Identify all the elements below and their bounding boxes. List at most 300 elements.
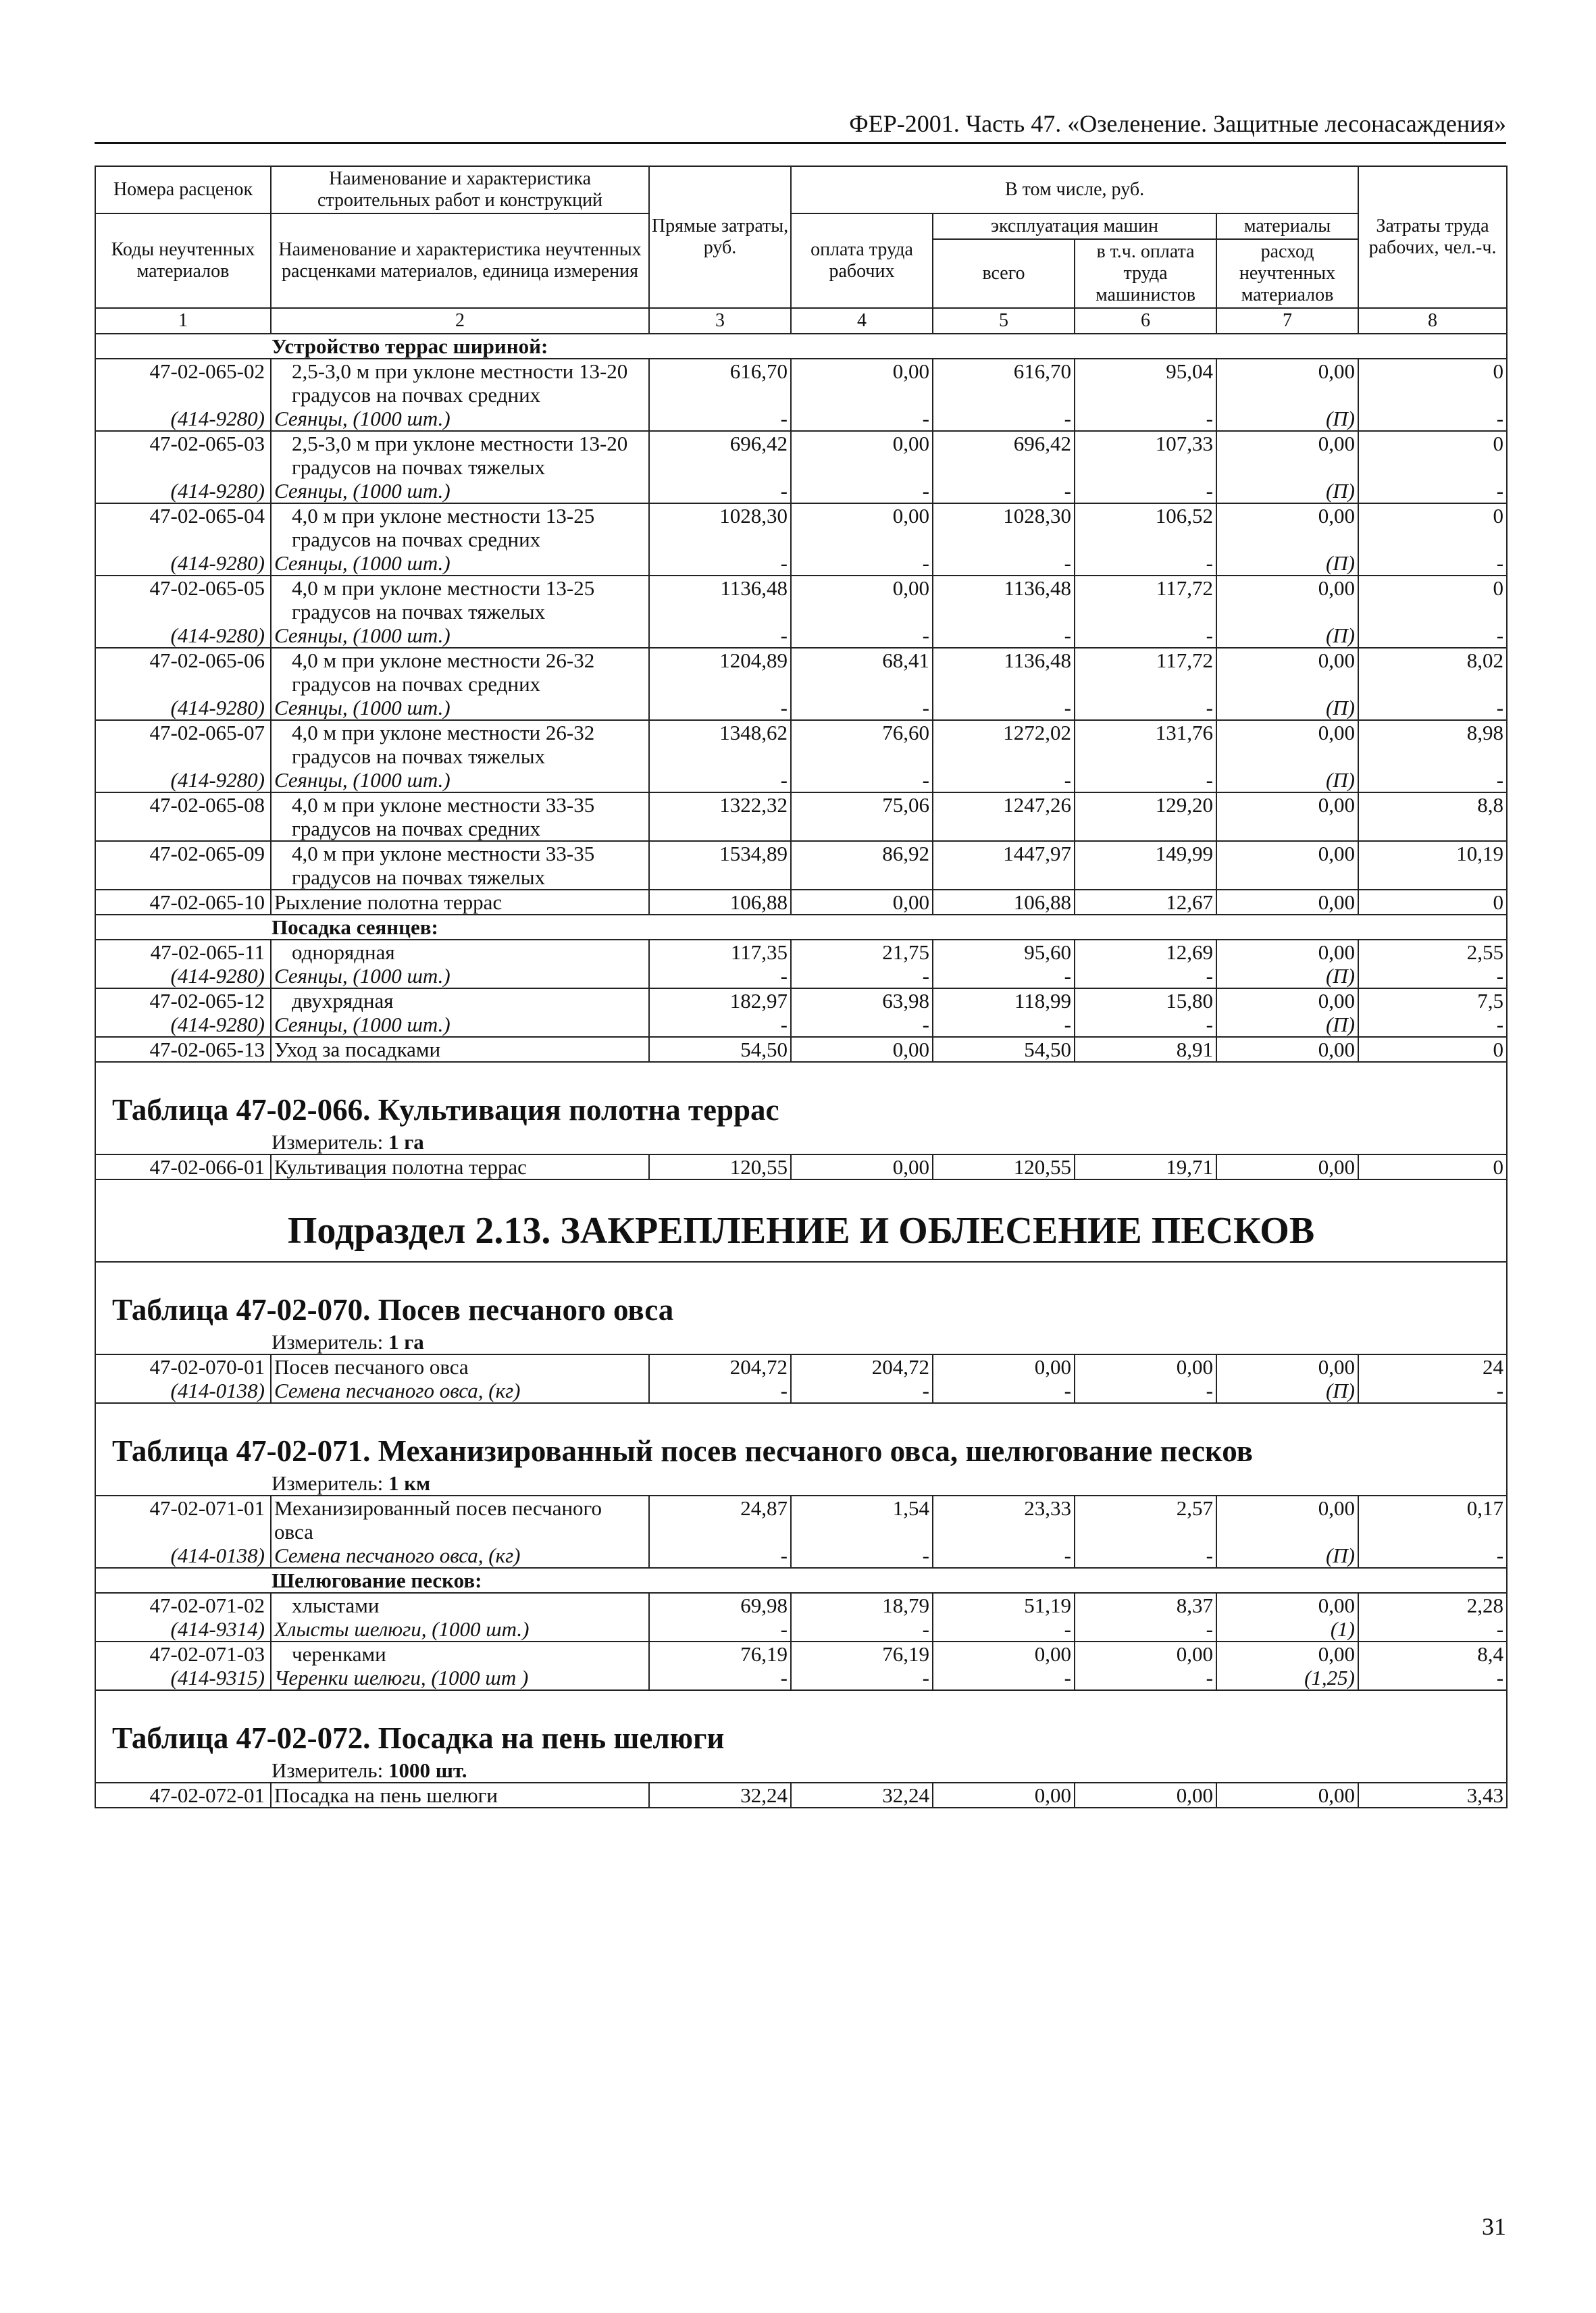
material-value: - xyxy=(791,1544,933,1568)
rate-code: 47-02-065-06 xyxy=(95,648,271,696)
value-cell: 616,70 xyxy=(649,359,791,407)
value-cell: 23,33 xyxy=(933,1496,1075,1544)
col2-bottom-header: Наименование и характеристика неучтенных расценками материалов, единица измерения xyxy=(271,213,649,308)
value-cell: 118,99 xyxy=(933,988,1075,1013)
material-value: (П) xyxy=(1216,551,1358,576)
table-row xyxy=(95,359,1507,407)
value-cell: 696,42 xyxy=(933,431,1075,479)
work-name: Культивация полотна террас xyxy=(271,1154,649,1179)
value-cell: 51,19 xyxy=(933,1593,1075,1617)
measure-unit-value: 1000 шт. xyxy=(388,1758,467,1782)
value-cell: 8,02 xyxy=(1358,648,1507,696)
material-value: - xyxy=(791,479,933,503)
value-cell: 0,00 xyxy=(791,1154,933,1179)
table-row xyxy=(95,1496,1507,1544)
value-cell: 0,00 xyxy=(1075,1783,1216,1808)
material-value: - xyxy=(1358,1666,1507,1690)
material-code: (414-9280) xyxy=(95,479,271,503)
value-cell: 32,24 xyxy=(649,1783,791,1808)
value-cell: 0,00 xyxy=(1216,503,1358,551)
rate-code: 47-02-065-13 xyxy=(95,1037,271,1062)
value-cell: 204,72 xyxy=(649,1354,791,1379)
value-cell: 1028,30 xyxy=(649,503,791,551)
column-number: 2 xyxy=(271,308,649,334)
material-value: - xyxy=(791,624,933,648)
section-title-row xyxy=(95,1179,1507,1262)
table-row xyxy=(95,431,1507,479)
value-cell: 19,71 xyxy=(1075,1154,1216,1179)
value-cell: 0,00 xyxy=(1216,1354,1358,1379)
col1-top-header: Номера расценок xyxy=(95,166,271,213)
material-value: - xyxy=(791,768,933,792)
col2-top-header: Наименование и характеристика строительных работ и конструкций xyxy=(271,166,649,213)
value-cell: 18,79 xyxy=(791,1593,933,1617)
value-cell: 204,72 xyxy=(791,1354,933,1379)
measure-unit-value: 1 км xyxy=(388,1471,431,1495)
work-name: Посев песчаного овса xyxy=(271,1354,649,1379)
material-value: - xyxy=(933,1379,1075,1403)
work-name: 4,0 м при уклоне местности 33-35 градусов на почвах тяжелых xyxy=(271,841,649,890)
value-cell: 0,00 xyxy=(933,1642,1075,1666)
table-row xyxy=(95,890,1507,915)
rate-code: 47-02-065-09 xyxy=(95,841,271,890)
value-cell: 1136,48 xyxy=(649,576,791,624)
material-value: - xyxy=(1358,1013,1507,1037)
rate-code: 47-02-065-03 xyxy=(95,431,271,479)
value-cell: 1136,48 xyxy=(933,576,1075,624)
material-name: Черенки шелюги, (1000 шт ) xyxy=(271,1666,649,1690)
value-cell: 75,06 xyxy=(791,792,933,841)
value-cell: 1028,30 xyxy=(933,503,1075,551)
header-rule xyxy=(95,142,1506,144)
material-value: - xyxy=(1075,1013,1216,1037)
work-name: Уход за посадками xyxy=(271,1037,649,1062)
material-row xyxy=(95,1617,1507,1642)
rate-code: 47-02-065-12 xyxy=(95,988,271,1013)
value-cell: 120,55 xyxy=(649,1154,791,1179)
value-cell: 76,19 xyxy=(791,1642,933,1666)
material-value: - xyxy=(1075,768,1216,792)
value-cell: 0,00 xyxy=(791,1037,933,1062)
page-number: 31 xyxy=(1482,2213,1506,2240)
value-cell: 696,42 xyxy=(649,431,791,479)
measure-unit xyxy=(95,1130,1507,1154)
material-value: - xyxy=(649,624,791,648)
value-cell: 1136,48 xyxy=(933,648,1075,696)
rate-code: 47-02-065-04 xyxy=(95,503,271,551)
material-value: - xyxy=(933,964,1075,988)
value-cell: 24 xyxy=(1358,1354,1507,1379)
material-value: (П) xyxy=(1216,964,1358,988)
material-value: - xyxy=(1075,1544,1216,1568)
material-value: - xyxy=(933,1617,1075,1642)
material-code: (414-9280) xyxy=(95,551,271,576)
material-code: (414-0138) xyxy=(95,1544,271,1568)
value-cell: 0,17 xyxy=(1358,1496,1507,1544)
measure-unit-row xyxy=(95,1330,1507,1354)
value-cell: 54,50 xyxy=(649,1037,791,1062)
value-cell: 131,76 xyxy=(1075,720,1216,768)
value-cell: 106,88 xyxy=(649,890,791,915)
column-number: 6 xyxy=(1075,308,1216,334)
value-cell: 0,00 xyxy=(1216,792,1358,841)
material-row xyxy=(95,964,1507,988)
material-value: (П) xyxy=(1216,768,1358,792)
measure-unit-row xyxy=(95,1130,1507,1154)
value-cell: 0 xyxy=(1358,359,1507,407)
work-name: 2,5-3,0 м при уклоне местности 13-20 градусов на почвах тяжелых xyxy=(271,431,649,479)
material-code: (414-9280) xyxy=(95,1013,271,1037)
value-cell: 24,87 xyxy=(649,1496,791,1544)
materials-use-header: расход неучтенных материалов xyxy=(1216,239,1358,308)
material-name: Сеянцы, (1000 шт.) xyxy=(271,407,649,431)
value-cell: 0,00 xyxy=(1216,1037,1358,1062)
value-cell: 616,70 xyxy=(933,359,1075,407)
value-cell: 0,00 xyxy=(791,576,933,624)
measure-unit-value: 1 га xyxy=(388,1330,424,1354)
material-row xyxy=(95,768,1507,792)
table-row xyxy=(95,1154,1507,1179)
value-cell: 63,98 xyxy=(791,988,933,1013)
material-value: - xyxy=(1358,479,1507,503)
value-cell: 0 xyxy=(1358,1037,1507,1062)
column-number: 8 xyxy=(1358,308,1507,334)
value-cell: 0,00 xyxy=(1216,576,1358,624)
value-cell: 0,00 xyxy=(1216,720,1358,768)
column-number: 3 xyxy=(649,308,791,334)
value-cell: 8,37 xyxy=(1075,1593,1216,1617)
col1-bottom-header: Коды неучтенных материалов xyxy=(95,213,271,308)
table-row xyxy=(95,1783,1507,1808)
material-value: (П) xyxy=(1216,1544,1358,1568)
material-value: - xyxy=(649,768,791,792)
material-value: - xyxy=(1358,1617,1507,1642)
material-value: - xyxy=(1075,1617,1216,1642)
table-title-row xyxy=(95,1403,1507,1471)
rate-code: 47-02-071-02 xyxy=(95,1593,271,1617)
rate-code: 47-02-065-11 xyxy=(95,940,271,964)
table-row xyxy=(95,720,1507,768)
value-cell: 86,92 xyxy=(791,841,933,890)
material-name: Сеянцы, (1000 шт.) xyxy=(271,768,649,792)
material-code: (414-9280) xyxy=(95,696,271,720)
material-name: Сеянцы, (1000 шт.) xyxy=(271,964,649,988)
column-number: 1 xyxy=(95,308,271,334)
value-cell: 95,60 xyxy=(933,940,1075,964)
machinists-pay-header: в т.ч. оплата труда машинистов xyxy=(1075,239,1216,308)
material-value: - xyxy=(933,1013,1075,1037)
value-cell: 0,00 xyxy=(1216,1496,1358,1544)
value-cell: 1247,26 xyxy=(933,792,1075,841)
value-cell: 12,67 xyxy=(1075,890,1216,915)
value-cell: 10,19 xyxy=(1358,841,1507,890)
machines-total-header: всего xyxy=(933,239,1075,308)
value-cell: 129,20 xyxy=(1075,792,1216,841)
value-cell: 0,00 xyxy=(1216,1154,1358,1179)
material-row xyxy=(95,407,1507,431)
material-value: - xyxy=(1358,768,1507,792)
material-value: - xyxy=(1075,551,1216,576)
material-value: - xyxy=(649,1379,791,1403)
value-cell: 69,98 xyxy=(649,1593,791,1617)
header-row-2 xyxy=(95,213,1507,239)
material-value: - xyxy=(649,1666,791,1690)
material-value: (П) xyxy=(1216,1013,1358,1037)
material-value: - xyxy=(933,479,1075,503)
table-title: Таблица 47-02-066. Культивация полотна террас xyxy=(95,1062,1507,1130)
material-value: - xyxy=(1075,1379,1216,1403)
value-cell: 0,00 xyxy=(791,890,933,915)
measure-unit-label: Измеритель: xyxy=(272,1758,384,1782)
material-code: (414-9280) xyxy=(95,624,271,648)
material-name: Семена песчаного овса, (кг) xyxy=(271,1379,649,1403)
material-row xyxy=(95,1013,1507,1037)
work-name: 4,0 м при уклоне местности 26-32 градусов на почвах средних xyxy=(271,648,649,696)
material-value: (П) xyxy=(1216,1379,1358,1403)
value-cell: 0 xyxy=(1358,576,1507,624)
material-value: - xyxy=(933,1544,1075,1568)
measure-unit-label: Измеритель: xyxy=(272,1330,384,1354)
material-value: - xyxy=(1358,696,1507,720)
table-row xyxy=(95,1642,1507,1666)
measure-unit-row xyxy=(95,1471,1507,1496)
material-name: Сеянцы, (1000 шт.) xyxy=(271,551,649,576)
labor-cost-header: Затраты труда рабочих, чел.-ч. xyxy=(1358,166,1507,308)
value-cell: 0 xyxy=(1358,431,1507,479)
material-row xyxy=(95,624,1507,648)
material-value: - xyxy=(1358,964,1507,988)
material-name: Сеянцы, (1000 шт.) xyxy=(271,1013,649,1037)
material-value: - xyxy=(1075,696,1216,720)
value-cell: 107,33 xyxy=(1075,431,1216,479)
table-row xyxy=(95,503,1507,551)
value-cell: 0,00 xyxy=(1216,940,1358,964)
material-value: - xyxy=(933,407,1075,431)
table-row xyxy=(95,792,1507,841)
value-cell: 1,54 xyxy=(791,1496,933,1544)
value-cell: 182,97 xyxy=(649,988,791,1013)
work-name: 4,0 м при уклоне местности 26-32 градусов на почвах тяжелых xyxy=(271,720,649,768)
value-cell: 0,00 xyxy=(1216,1593,1358,1617)
value-cell: 1447,97 xyxy=(933,841,1075,890)
work-name: Механизированный посев песчаного овса xyxy=(271,1496,649,1544)
materials-header: материалы xyxy=(1216,213,1358,239)
table-title: Таблица 47-02-071. Механизированный посев песчаного овса, шелюгование песков xyxy=(95,1403,1507,1471)
rate-code: 47-02-071-03 xyxy=(95,1642,271,1666)
subsection-row xyxy=(95,1568,1507,1593)
value-cell: 0,00 xyxy=(791,503,933,551)
value-cell: 0 xyxy=(1358,503,1507,551)
material-value: - xyxy=(1358,1544,1507,1568)
value-cell: 2,57 xyxy=(1075,1496,1216,1544)
measure-unit-row xyxy=(95,1758,1507,1783)
value-cell: 1322,32 xyxy=(649,792,791,841)
column-number: 7 xyxy=(1216,308,1358,334)
subsection-heading: Устройство террас шириной: xyxy=(95,334,1507,359)
material-value: - xyxy=(933,696,1075,720)
material-row xyxy=(95,1544,1507,1568)
table-title-row xyxy=(95,1690,1507,1758)
labor-pay-header: оплата труда рабочих xyxy=(791,213,933,308)
value-cell: 0,00 xyxy=(1216,359,1358,407)
material-value: - xyxy=(791,964,933,988)
column-numbers-row xyxy=(95,308,1507,334)
table-title: Таблица 47-02-070. Посев песчаного овса xyxy=(95,1262,1507,1330)
material-code: (414-9280) xyxy=(95,407,271,431)
material-code: (414-9280) xyxy=(95,964,271,988)
material-value: - xyxy=(1075,1666,1216,1690)
measure-unit-label: Измеритель: xyxy=(272,1471,384,1495)
table-body xyxy=(95,166,1507,1808)
material-name: Семена песчаного овса, (кг) xyxy=(271,1544,649,1568)
value-cell: 76,19 xyxy=(649,1642,791,1666)
value-cell: 117,72 xyxy=(1075,576,1216,624)
value-cell: 0,00 xyxy=(791,431,933,479)
rate-code: 47-02-065-02 xyxy=(95,359,271,407)
material-value: - xyxy=(1358,1379,1507,1403)
measure-unit xyxy=(95,1330,1507,1354)
value-cell: 120,55 xyxy=(933,1154,1075,1179)
table-row xyxy=(95,648,1507,696)
table-title-row xyxy=(95,1262,1507,1330)
material-value: - xyxy=(1075,624,1216,648)
material-value: - xyxy=(649,696,791,720)
measure-unit-value: 1 га xyxy=(388,1130,424,1154)
value-cell: 0,00 xyxy=(1216,890,1358,915)
material-value: - xyxy=(791,1617,933,1642)
including-header: В том числе, руб. xyxy=(791,166,1358,213)
measure-unit xyxy=(95,1471,1507,1496)
value-cell: 0 xyxy=(1358,890,1507,915)
table-row xyxy=(95,1037,1507,1062)
material-value: - xyxy=(791,696,933,720)
subsection-row xyxy=(95,334,1507,359)
rate-code: 47-02-065-07 xyxy=(95,720,271,768)
value-cell: 7,5 xyxy=(1358,988,1507,1013)
material-name: Хлысты шелюги, (1000 шт.) xyxy=(271,1617,649,1642)
material-value: - xyxy=(1075,479,1216,503)
rate-code: 47-02-071-01 xyxy=(95,1496,271,1544)
material-value: - xyxy=(933,1666,1075,1690)
material-value: - xyxy=(933,768,1075,792)
machines-header: эксплуатация машин xyxy=(933,213,1216,239)
material-row xyxy=(95,479,1507,503)
material-name: Сеянцы, (1000 шт.) xyxy=(271,696,649,720)
value-cell: 8,4 xyxy=(1358,1642,1507,1666)
material-value: - xyxy=(791,1013,933,1037)
running-title: ФЕР-2001. Часть 47. «Озеленение. Защитные лесонасаждения» xyxy=(849,110,1506,137)
value-cell: 76,60 xyxy=(791,720,933,768)
material-value: (П) xyxy=(1216,696,1358,720)
material-value: - xyxy=(649,1013,791,1037)
material-value: - xyxy=(791,407,933,431)
value-cell: 1204,89 xyxy=(649,648,791,696)
material-value: (1,25) xyxy=(1216,1666,1358,1690)
value-cell: 1348,62 xyxy=(649,720,791,768)
value-cell: 12,69 xyxy=(1075,940,1216,964)
subsection-heading: Посадка сеянцев: xyxy=(95,915,1507,940)
direct-costs-header: Прямые затраты, руб. xyxy=(649,166,791,308)
section-title: Подраздел 2.13. ЗАКРЕПЛЕНИЕ И ОБЛЕСЕНИЕ ПЕСКОВ xyxy=(95,1179,1507,1262)
value-cell: 0,00 xyxy=(1216,431,1358,479)
price-table xyxy=(95,166,1508,1808)
value-cell: 68,41 xyxy=(791,648,933,696)
rate-code: 47-02-065-05 xyxy=(95,576,271,624)
header-row-1 xyxy=(95,166,1507,213)
work-name: Посадка на пень шелюги xyxy=(271,1783,649,1808)
value-cell: 15,80 xyxy=(1075,988,1216,1013)
material-value: - xyxy=(649,1544,791,1568)
table-row xyxy=(95,1354,1507,1379)
value-cell: 0,00 xyxy=(1216,648,1358,696)
material-row xyxy=(95,551,1507,576)
value-cell: 95,04 xyxy=(1075,359,1216,407)
value-cell: 117,35 xyxy=(649,940,791,964)
material-value: (П) xyxy=(1216,624,1358,648)
work-name: хлыстами xyxy=(271,1593,649,1617)
material-name: Сеянцы, (1000 шт.) xyxy=(271,624,649,648)
value-cell: 0,00 xyxy=(933,1354,1075,1379)
rate-code: 47-02-065-08 xyxy=(95,792,271,841)
value-cell: 117,72 xyxy=(1075,648,1216,696)
value-cell: 1534,89 xyxy=(649,841,791,890)
material-value: - xyxy=(791,1666,933,1690)
value-cell: 149,99 xyxy=(1075,841,1216,890)
value-cell: 0,00 xyxy=(1075,1354,1216,1379)
material-value: - xyxy=(1358,624,1507,648)
material-code: (414-9280) xyxy=(95,768,271,792)
subsection-heading: Шелюгование песков: xyxy=(95,1568,1507,1593)
material-value: - xyxy=(1075,964,1216,988)
value-cell: 8,8 xyxy=(1358,792,1507,841)
value-cell: 0,00 xyxy=(1075,1642,1216,1666)
value-cell: 106,52 xyxy=(1075,503,1216,551)
material-code: (414-0138) xyxy=(95,1379,271,1403)
value-cell: 2,28 xyxy=(1358,1593,1507,1617)
material-value: - xyxy=(1358,407,1507,431)
material-name: Сеянцы, (1000 шт.) xyxy=(271,479,649,503)
value-cell: 106,88 xyxy=(933,890,1075,915)
material-value: (П) xyxy=(1216,407,1358,431)
material-code: (414-9314) xyxy=(95,1617,271,1642)
table-row xyxy=(95,1593,1507,1617)
work-name: 4,0 м при уклоне местности 13-25 градусов на почвах средних xyxy=(271,503,649,551)
value-cell: 8,91 xyxy=(1075,1037,1216,1062)
value-cell: 32,24 xyxy=(791,1783,933,1808)
value-cell: 8,98 xyxy=(1358,720,1507,768)
subsection-row xyxy=(95,915,1507,940)
material-value: - xyxy=(791,551,933,576)
material-row xyxy=(95,1379,1507,1403)
rate-code: 47-02-066-01 xyxy=(95,1154,271,1179)
work-name: Рыхление полотна террас xyxy=(271,890,649,915)
value-cell: 0,00 xyxy=(1216,988,1358,1013)
measure-unit-label: Измеритель: xyxy=(272,1130,384,1154)
material-row xyxy=(95,1666,1507,1690)
material-value: - xyxy=(649,479,791,503)
work-name: 4,0 м при уклоне местности 33-35 градусов на почвах средних xyxy=(271,792,649,841)
table-row xyxy=(95,940,1507,964)
rate-code: 47-02-072-01 xyxy=(95,1783,271,1808)
material-value: - xyxy=(933,551,1075,576)
work-name: 4,0 м при уклоне местности 13-25 градусов на почвах тяжелых xyxy=(271,576,649,624)
column-number: 4 xyxy=(791,308,933,334)
work-name: черенками xyxy=(271,1642,649,1666)
material-value: - xyxy=(933,624,1075,648)
value-cell: 0,00 xyxy=(933,1783,1075,1808)
table-row xyxy=(95,988,1507,1013)
table-row xyxy=(95,576,1507,624)
